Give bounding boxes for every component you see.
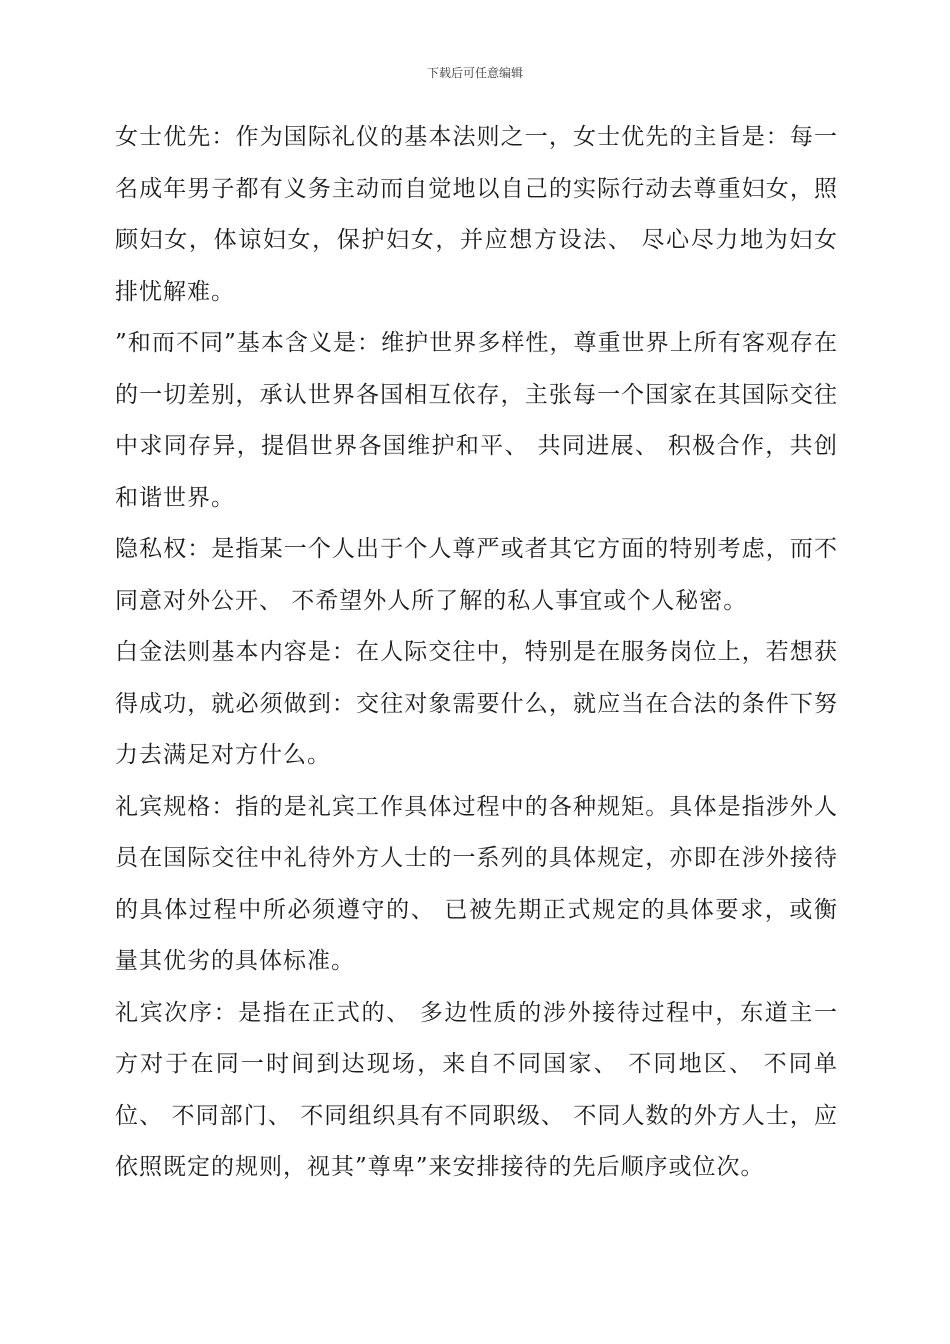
document-body bbox=[115, 112, 838, 1194]
paragraph-platinum-rule: 白金法则基本内容是：在人际交往中，特别是在服务岗位上，若想获得成功，就必须做到：交往对象需要什么，就应当在合法的条件下努力去满足对方什么。 bbox=[115, 639, 838, 768]
paragraph-ladies-first: 女士优先：作为国际礼仪的基本法则之一，女士优先的主旨是：每一名成年男子都有义务主动而自觉地以自己的实际行动去尊重妇女，照顾妇女，体谅妇女，保护妇女，并应想方设法、 尽心尽力地为妇女排忧解难。 bbox=[115, 124, 838, 305]
paragraph-protocol-order: 礼宾次序：是指在正式的、 多边性质的涉外接待过程中，东道主一方对于在同一时间到达现场，来自不同国家、 不同地区、 不同单位、 不同部门、 不同组织具有不同职级、 不同人数的外方人士，应依照既定的规则，视其”尊卑”来安排接待的先后顺序或位次。 bbox=[115, 999, 838, 1180]
paragraph-harmony-without-uniformity: ”和而不同”基本含义是：维护世界多样性，尊重世界上所有客观存在的一切差别，承认世界各国相互依存，主张每一个国家在其国际交往中求同存异，提倡世界各国维护和平、 共同进展、 积极合作，共创和谐世界。 bbox=[115, 330, 838, 511]
paragraph-protocol-standard: 礼宾规格：指的是礼宾工作具体过程中的各种规矩。具体是指涉外人员在国际交往中礼待外方人士的一系列的具体规定，亦即在涉外接待的具体过程中所必须遵守的、 已被先期正式规定的具体要求，或衡量其优劣的具体标准。 bbox=[115, 793, 838, 974]
paragraph-privacy-right: 隐私权：是指某一个人出于个人尊严或者其它方面的特别考虑，而不同意对外公开、 不希望外人所了解的私人事宜或个人秘密。 bbox=[115, 536, 838, 614]
page-header: 下载后可任意编辑 bbox=[426, 66, 523, 80]
